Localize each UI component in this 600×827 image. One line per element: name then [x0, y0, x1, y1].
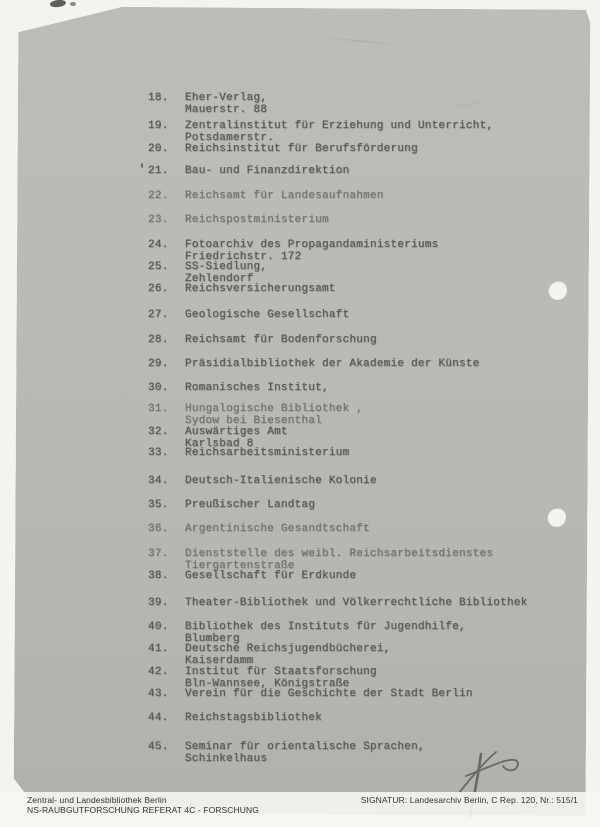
item-lines — [185, 335, 377, 347]
item-number: 43. — [148, 688, 169, 700]
item-line: Deutsch-Italienische Kolonie — [185, 475, 377, 487]
item-number: 40. — [148, 621, 169, 633]
item-lines — [185, 524, 370, 536]
item-line: Reichsamt für Landesaufnahmen — [185, 190, 384, 202]
item-lines — [185, 359, 480, 371]
item-line: Reichsinstitut für Berufsförderung — [185, 143, 418, 155]
item-line: Blumberg — [185, 632, 240, 645]
item-line: Zentralinstitut für Erziehung und Unterricht, — [185, 120, 494, 132]
footer-library-line1: Zentral- und Landesbibliothek Berlin — [27, 795, 167, 805]
item-line: Seminar für orientalische Sprachen, — [185, 741, 425, 753]
item-line: Reichsarbeitsministerium — [185, 447, 350, 459]
item-lines — [185, 144, 418, 156]
item-line: SS-Siedlung, — [185, 261, 268, 273]
item-lines — [185, 215, 329, 227]
item-number: 31. — [148, 403, 169, 415]
item-line: Auswärtiges Amt — [185, 426, 288, 438]
item-number: 27. — [148, 309, 169, 321]
item-lines — [185, 667, 377, 690]
item-line: Dienststelle des weibl. Reichsarbeitsdienstes — [185, 548, 494, 560]
item-line: Institut für Staatsforschung — [185, 666, 377, 678]
item-line: Präsidialbibliothek der Akademie der Künste — [185, 358, 480, 370]
item-number: 19. — [148, 120, 169, 132]
item-line: Theater-Bibliothek und Völkerrechtliche Bibliothek — [185, 597, 528, 609]
item-lines — [185, 742, 425, 765]
item-line: Reichstagsbibliothek — [185, 712, 323, 724]
item-line: Geologische Gesellschaft — [185, 309, 350, 321]
item-number: 21. — [148, 165, 169, 177]
item-line: Reichspostministerium — [185, 214, 329, 226]
item-line: Argentinische Gesandtschaft — [185, 523, 370, 535]
item-line: Reichsamt für Bodenforschung — [185, 334, 377, 346]
item-line: Deutsche Reichsjugendbücherei, — [185, 643, 391, 655]
item-line: Tiergartenstraße — [185, 559, 295, 572]
item-number: 36. — [148, 523, 169, 535]
footer-library-line2: NS-RAUBGUTFORSCHUNG REFERAT 4C - FORSCHUNG — [27, 804, 259, 815]
item-line: Verein für die Geschichte der Stadt Berlin — [185, 688, 473, 700]
footer-bar — [0, 792, 600, 827]
item-line: Kaiserdamm — [185, 654, 254, 667]
item-lines — [185, 644, 391, 667]
item-number: 34. — [148, 475, 169, 487]
item-line: Zehlendorf — [185, 272, 254, 285]
item-line: Fotoarchiv des Propagandaministeriums — [185, 239, 439, 251]
item-line: Romanisches Institut, — [185, 382, 329, 394]
item-number: 29. — [148, 358, 169, 370]
item-number: 28. — [148, 334, 169, 346]
item-number: 20. — [148, 143, 169, 155]
item-number: 38. — [148, 570, 169, 582]
item-number: 42. — [148, 666, 169, 678]
item-line: Karlsbad 8 — [185, 437, 254, 450]
item-number: 23. — [148, 214, 169, 226]
item-lines — [185, 284, 336, 296]
item-lines — [185, 476, 377, 488]
item-line: Sydow bei Biesenthal — [185, 414, 323, 427]
item-number: 45. — [148, 741, 169, 753]
item-lines — [185, 191, 384, 203]
item-number: 25. — [148, 261, 169, 273]
footer-signature-label: SIGNATUR: Landesarchiv Berlin, C Rep. 120, Nr.: 515/1 — [360, 795, 578, 805]
item-lines — [185, 500, 315, 512]
item-line: Gesellschaft für Erdkunde — [185, 570, 357, 582]
item-line: Schinkelhaus — [185, 752, 268, 765]
item-lines — [185, 121, 493, 144]
item-line: Friedrichstr. 172 — [185, 250, 302, 263]
item-lines — [185, 310, 349, 322]
item-number: 30. — [148, 382, 169, 394]
item-number: 24. — [148, 239, 169, 251]
item-line: Eher-Verlag, — [185, 92, 268, 104]
footer-library-label — [27, 796, 259, 815]
item-line: Preußischer Landtag — [185, 499, 316, 511]
item-line: Bln-Wannsee, Königstraße — [185, 677, 350, 690]
item-lines — [185, 262, 267, 285]
item-number: 32. — [148, 426, 169, 438]
item-number: 18. — [148, 92, 169, 104]
item-line: Potsdamerstr. — [185, 131, 275, 144]
item-number: 33. — [148, 447, 169, 459]
item-lines — [185, 383, 329, 395]
item-lines — [185, 598, 528, 610]
item-number: 37. — [148, 548, 169, 560]
item-lines — [185, 689, 473, 701]
item-number: 26. — [148, 283, 169, 295]
item-lines — [185, 166, 349, 178]
item-lines — [185, 571, 356, 583]
item-lines — [185, 713, 322, 725]
item-line: Hungalogische Bibliothek , — [185, 403, 364, 415]
item-line: Bau- und Finanzdirektion — [185, 165, 350, 177]
item-line: Mauerstr. 88 — [185, 103, 268, 116]
item-lines — [185, 448, 349, 460]
item-line: Bibliothek des Instituts für Jugendhilfe, — [185, 621, 466, 633]
item-number: 39. — [148, 597, 169, 609]
item-lines — [185, 240, 439, 263]
item-number: 35. — [148, 499, 169, 511]
item-lines — [185, 404, 363, 427]
item-number: 22. — [148, 190, 169, 202]
item-line: Reichsversicherungsamt — [185, 283, 336, 295]
item-lines — [185, 622, 466, 645]
item-number: 41. — [148, 643, 169, 655]
item-lines — [185, 549, 493, 572]
item-number: 44. — [148, 712, 169, 724]
item-lines — [185, 93, 267, 116]
